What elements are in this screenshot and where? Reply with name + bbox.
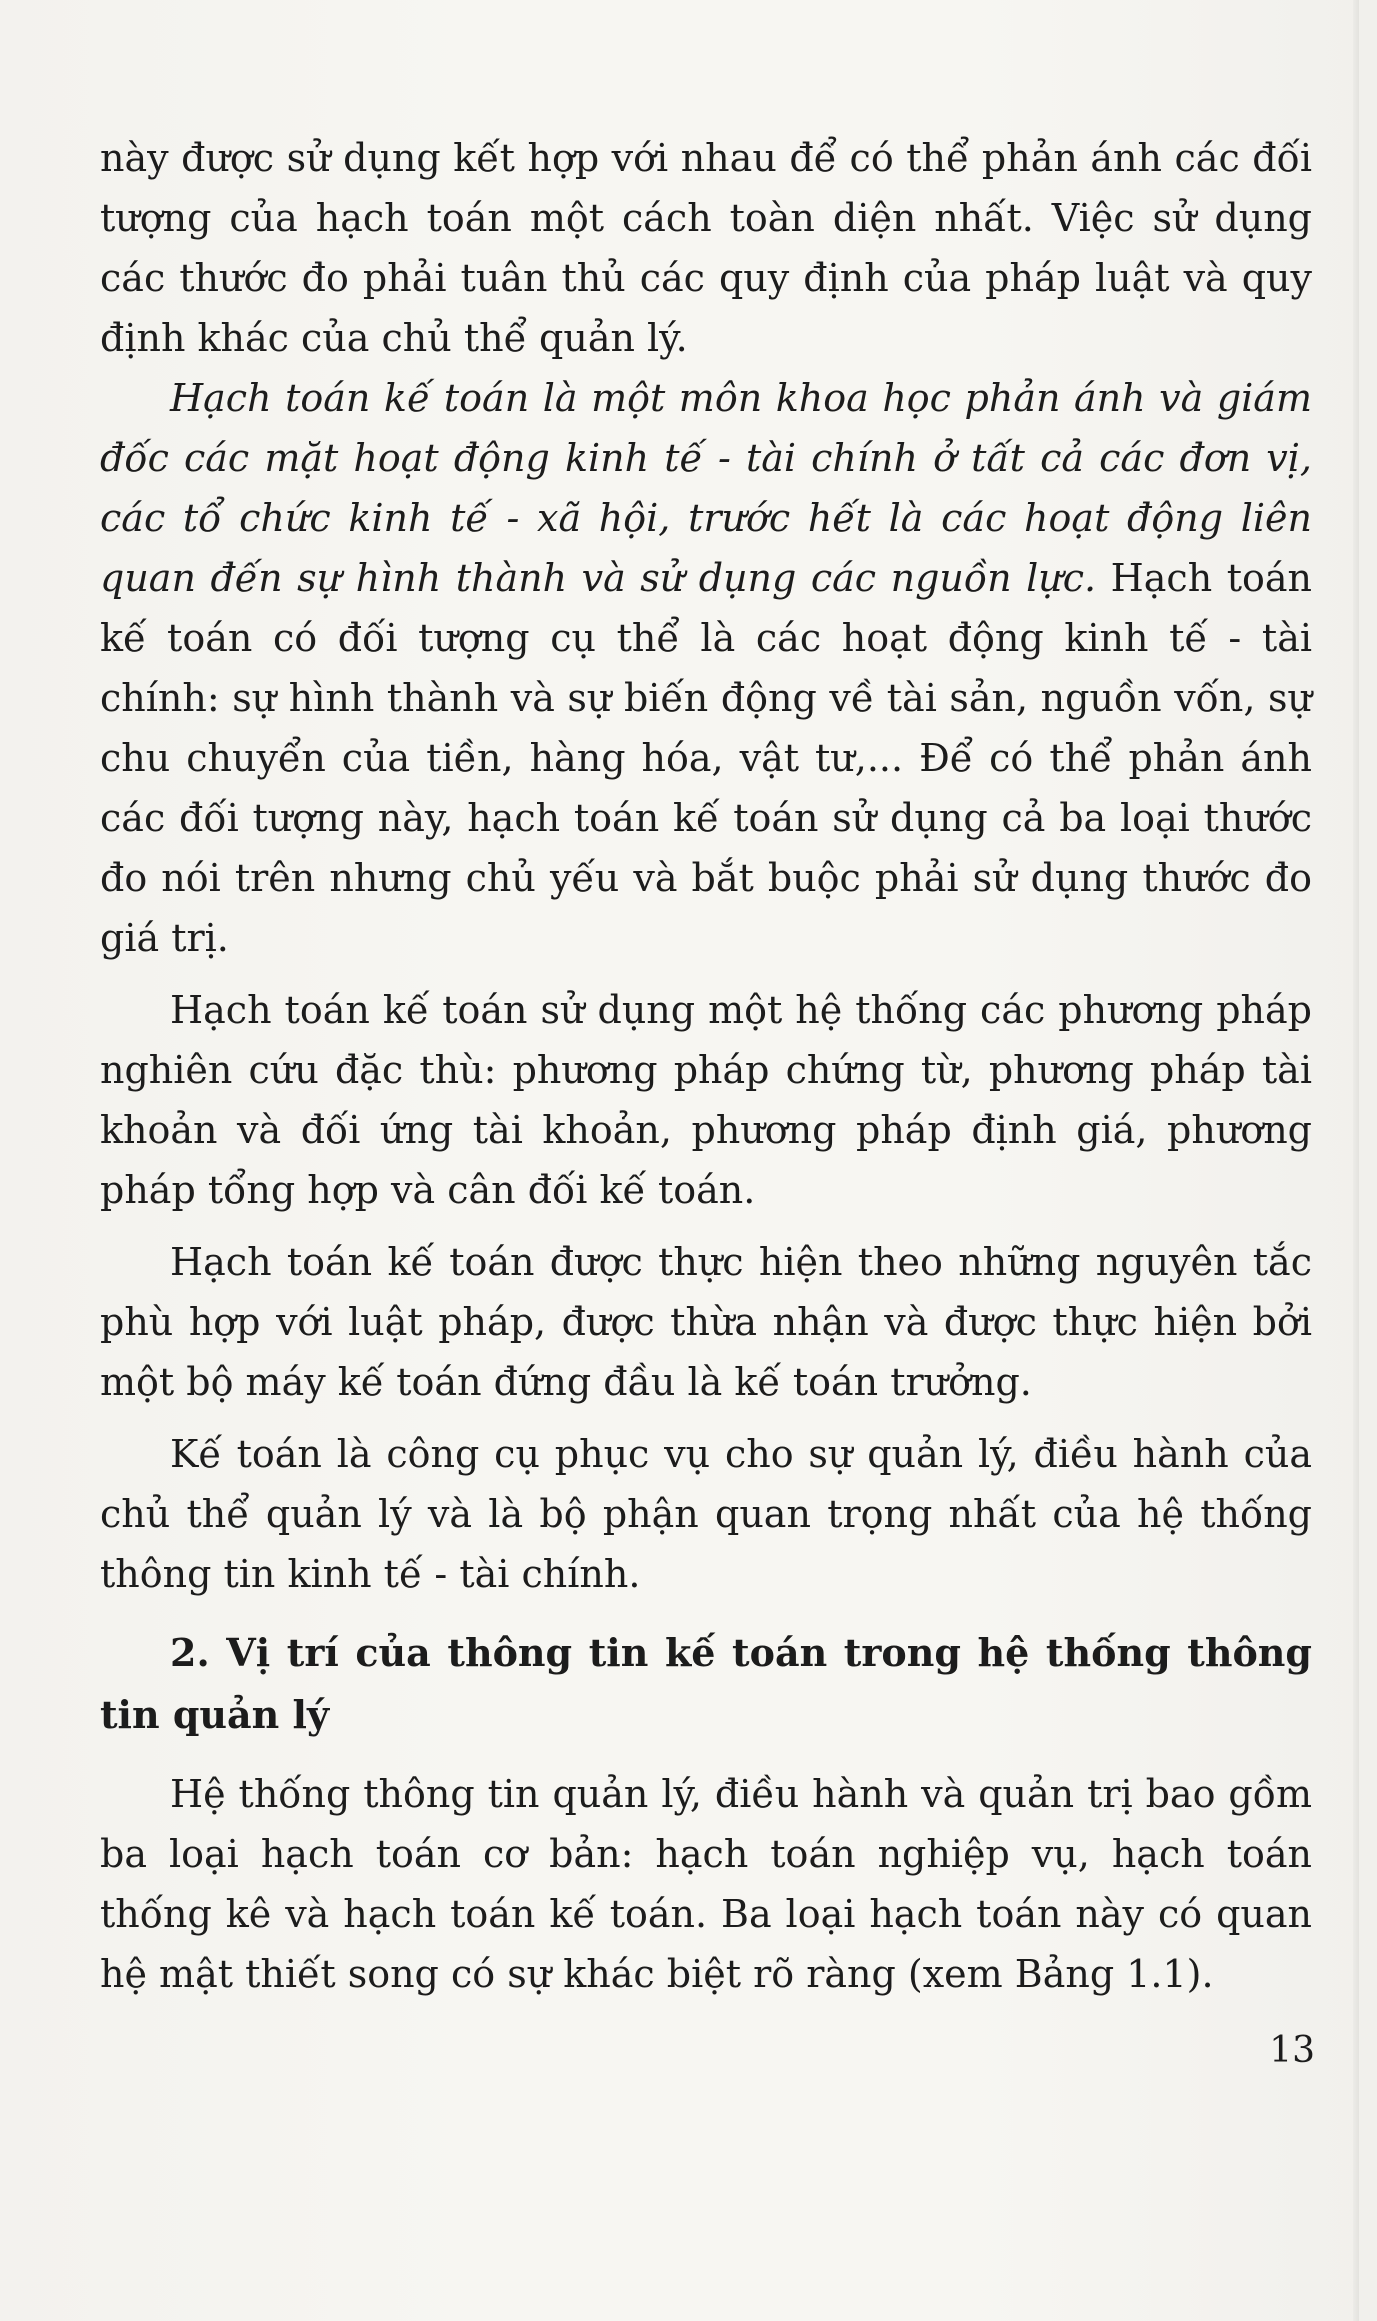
paragraph-tool: Kế toán là công cụ phục vụ cho sự quản lý, điều hành của chủ thể quản lý và là bộ phận quan trọng nhất của hệ thống thông tin kinh tế - tài chính. (100, 1432, 1312, 1596)
paragraph-methods: Hạch toán kế toán sử dụng một hệ thống các phương pháp nghiên cứu đặc thù: phương pháp chứng từ, phương pháp tài khoản và đối ứng tài khoản, phương pháp định giá, phương pháp tổng hợp và cân đối kế toán. (100, 988, 1312, 1212)
paragraph-info-system: Hệ thống thông tin quản lý, điều hành và quản trị bao gồm ba loại hạch toán cơ bản: hạch toán nghiệp vụ, hạch toán thống kê và hạch toán kế toán. Ba loại hạch toán này có quan hệ mật thiết song có sự khác biệt rõ ràng (xem Bảng 1.1). (100, 1772, 1312, 1996)
page-body (100, 128, 1312, 2004)
page-number: 13 (1269, 2030, 1315, 2071)
page-edge-shadow (1353, 0, 1359, 2321)
definition-rest-text: Hạch toán kế toán có đối tượng cụ thể là các hoạt động kinh tế - tài chính: sự hình thành và sự biến động về tài sản, nguồn vốn, sự chu chuyển của tiền, hàng hóa, vật tư,... Để có thể phản ánh các đối tượng này, hạch toán kế toán sử dụng cả ba loại thước đo nói trên nhưng chủ yếu và bắt buộc phải sử dụng thước đo giá trị. (100, 556, 1312, 960)
paragraph-definition (100, 368, 1312, 968)
section-heading: 2. Vị trí của thông tin kế toán trong hệ thống thông tin quản lý (100, 1630, 1312, 1737)
definition-italic-text: Hạch toán kế toán là một môn khoa học phản ánh và giám đốc các mặt hoạt động kinh tế - tài chính ở tất cả các đơn vị, các tổ chức kinh tế - xã hội, trước hết là các hoạt động liên quan đến sự hình thành và sử dụng các nguồn lực. (100, 376, 1312, 600)
paragraph-principles: Hạch toán kế toán được thực hiện theo những nguyên tắc phù hợp với luật pháp, được thừa nhận và được thực hiện bởi một bộ máy kế toán đứng đầu là kế toán trưởng. (100, 1240, 1312, 1404)
paragraph-continuation: này được sử dụng kết hợp với nhau để có thể phản ánh các đối tượng của hạch toán một cách toàn diện nhất. Việc sử dụng các thước đo phải tuân thủ các quy định của pháp luật và quy định khác của chủ thể quản lý. (100, 136, 1312, 360)
